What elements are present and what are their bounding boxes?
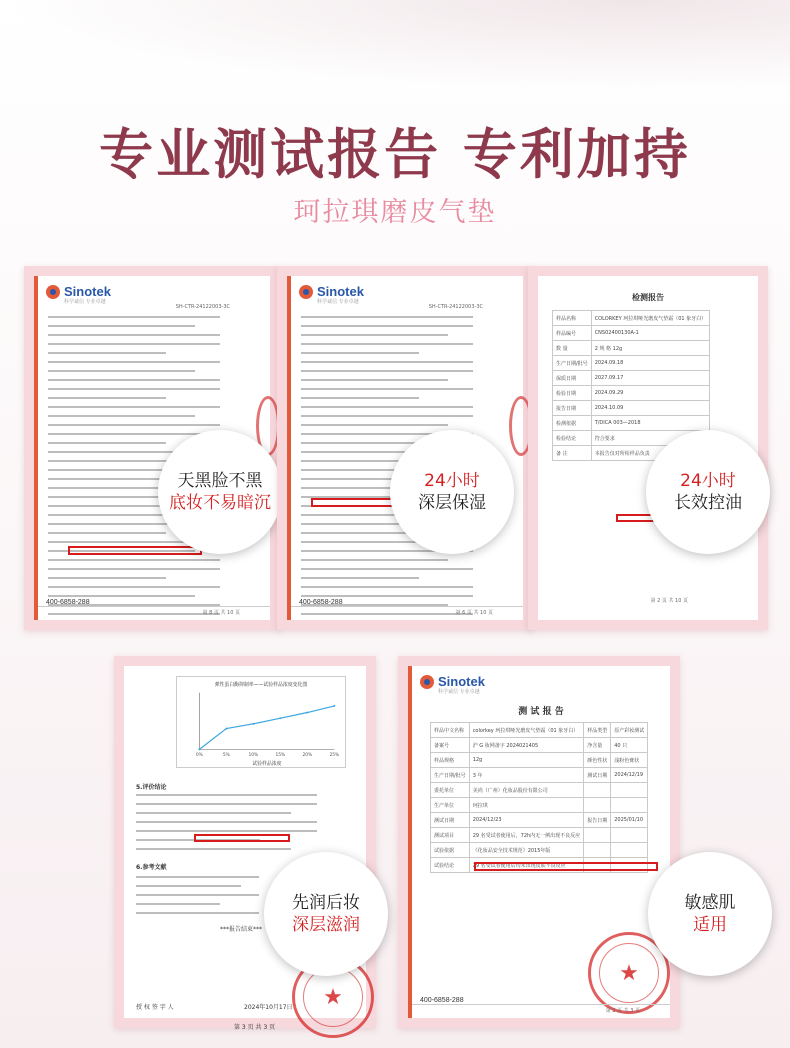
table-cell [611, 798, 648, 813]
highlight-box [68, 546, 202, 555]
data-point [252, 723, 254, 725]
report-card-5[interactable] [398, 656, 680, 1028]
x-tick-label: 20% [302, 753, 313, 759]
text-line [48, 397, 166, 399]
table-cell: 2024/12/23 [469, 813, 584, 828]
table-cell [584, 798, 611, 813]
table-cell: 样品中文名称 [431, 723, 470, 738]
table-cell: 测试项目 [431, 828, 470, 843]
text-line [48, 361, 220, 363]
table-row [553, 326, 710, 341]
table-cell: 符合要求 [591, 431, 709, 446]
text-line [301, 595, 473, 597]
table-cell: 40 只 [611, 738, 648, 753]
text-line [48, 595, 195, 597]
report-sheet-5: Sinotek 科学诚信 专业卓越 测 试 报 告 样品中文名称 colorkey 珂拉琪哑光磨皮气垫霜（01 象牙白） 样品类型 原产彩妆测试 备案号 沪 G 妆网备字 2024021405 净含量 40 只 样品规格 12g 颜色性状 浅粉色膏状 生产日期/批号 3 年 测试日期 2024/12/19 委托单位 美尚（广州）化妆品股份有限公司 生产单位 珂拉琪 测试日期 2024/12/23 报告日期 2025/01/10 测试项目 29 名受试者使用后，72h内无一例出现不良反应 试验依据 《化妆品安全技术规范》2015年版 试验结论 29 名受试者使用后均未出现皮肤不良反应 ★ 400-6858-288 第 2 页 共 3 页 [408, 666, 670, 1018]
text-line [48, 379, 220, 381]
text-line [48, 388, 220, 390]
text-line [136, 885, 241, 887]
data-point [225, 728, 227, 730]
table-cell: 美尚（广州）化妆品股份有限公司 [469, 783, 584, 798]
table-cell: 测试日期 [431, 813, 470, 828]
highlight-box [474, 862, 658, 871]
table-cell: 样品编号 [553, 326, 592, 341]
text-line [48, 568, 220, 570]
table-row [431, 798, 648, 813]
table-cell: 原产彩妆测试 [611, 723, 648, 738]
text-line [301, 559, 448, 561]
table-cell: 检验日期 [553, 386, 592, 401]
table-cell: 样品类型 [584, 723, 611, 738]
text-line [136, 821, 317, 823]
claim-badge-3: 24小时 长效控油 [646, 430, 770, 554]
text-line [48, 424, 220, 426]
table-row [431, 723, 648, 738]
text-line [301, 586, 473, 588]
logo-icon [299, 285, 313, 299]
table-row [553, 311, 710, 326]
text-line [48, 559, 220, 561]
x-tick-label: 5% [222, 753, 230, 759]
text-line [48, 577, 166, 579]
table-cell: 保质日期 [553, 371, 592, 386]
table-row [431, 813, 648, 828]
x-tick-label: 10% [248, 753, 259, 759]
text-line [301, 532, 419, 534]
table-cell: 委托单位 [431, 783, 470, 798]
table-cell: 备案号 [431, 738, 470, 753]
table-cell: COLORKEY 珂拉琪哑光磨皮气垫霜（01 象牙白） [591, 311, 709, 326]
inhibition-chart [176, 676, 346, 768]
text-line [48, 586, 220, 588]
data-point [306, 712, 308, 714]
x-axis-label: 试验样品浓度 [252, 761, 282, 768]
text-line [48, 316, 220, 318]
text-line [136, 894, 259, 896]
report-sheet-2: Sinotek 科学诚信 专业卓越 SH-CTR-24122003-3C 400-6858-288 第 6 页 共 10 页 [287, 276, 523, 620]
report-sheet-4: 弹性蛋白酶抑制率——试验样品浓度变化图 0% 5% 10% 15% 20% 25% 试验样品浓度 5.评价结论 6.参考文献 ***报告结束*** 授 权 签 字 人 2024年10月17日 第 3 页 共 3 页 ★ [124, 666, 366, 1018]
text-line [136, 803, 317, 805]
table-cell: 试验依据 [431, 843, 470, 858]
text-line [48, 415, 195, 417]
sinotek-logo: Sinotek [420, 674, 485, 689]
table-cell: 2025/01/10 [611, 813, 648, 828]
table-cell: 样品规格 [431, 753, 470, 768]
table-cell [611, 843, 648, 858]
table-row [553, 341, 710, 356]
logo-icon [420, 675, 434, 689]
table-cell: CNS02400130A-1 [591, 326, 709, 341]
top-decoration [0, 0, 790, 90]
table-cell: 检验结论 [553, 431, 592, 446]
table-row [553, 386, 710, 401]
text-line [136, 912, 259, 914]
text-line [301, 334, 448, 336]
text-line [48, 442, 166, 444]
text-line [301, 388, 473, 390]
table-row [431, 783, 648, 798]
text-line [136, 876, 259, 878]
text-line [301, 343, 473, 345]
table-cell: 珂拉琪 [469, 798, 584, 813]
table-cell [584, 828, 611, 843]
table-cell: 试验结论 [431, 858, 470, 873]
series-line [199, 706, 334, 750]
table-row [553, 371, 710, 386]
table-cell: 报告日期 [553, 401, 592, 416]
text-line [301, 442, 419, 444]
page-title: 专业测试报告 专利加持 [99, 122, 691, 186]
text-line [301, 370, 473, 372]
sinotek-logo: Sinotek [299, 284, 364, 299]
star-icon: ★ [619, 960, 639, 986]
claim-badge-1: 天黑脸不黑 底妆不易暗沉 [158, 430, 282, 554]
logo-icon [46, 285, 60, 299]
table-row [431, 738, 648, 753]
data-point [198, 748, 200, 750]
table-cell: 3 年 [469, 768, 584, 783]
x-tick-label: 25% [329, 753, 340, 759]
text-line [48, 325, 195, 327]
table-cell: 浅粉色膏状 [611, 753, 648, 768]
data-point [333, 705, 335, 707]
text-line [301, 415, 473, 417]
table-cell: 2024.09.29 [591, 386, 709, 401]
text-line [301, 424, 448, 426]
table-cell: 报告日期 [584, 813, 611, 828]
table-row [431, 828, 648, 843]
claim-badge-2: 24小时 深层保湿 [390, 430, 514, 554]
data-point [279, 717, 281, 719]
table-cell: colorkey 珂拉琪哑光磨皮气垫霜（01 象牙白） [469, 723, 584, 738]
table-cell: 2024.09.18 [591, 356, 709, 371]
sinotek-logo: Sinotek [46, 284, 111, 299]
table-cell: 测试日期 [584, 768, 611, 783]
table-cell: 检测依据 [553, 416, 592, 431]
table-cell: 2 规 格 12g [591, 341, 709, 356]
table-cell [611, 783, 648, 798]
table-cell: 2024/12/19 [611, 768, 648, 783]
table-cell: 备 注 [553, 446, 592, 461]
text-line [48, 352, 166, 354]
table-row [431, 768, 648, 783]
table-cell [584, 843, 611, 858]
text-line [48, 370, 195, 372]
text-line [301, 577, 419, 579]
claim-badge-4: 先润后妆 深层滋润 [264, 852, 388, 976]
table-cell: 数 量 [553, 341, 592, 356]
text-line [301, 325, 473, 327]
text-line [48, 343, 220, 345]
table-cell: 生产日期/批号 [553, 356, 592, 371]
text-line [136, 830, 317, 832]
table-cell: 生产日期/批号 [431, 768, 470, 783]
report-sheet-3: 检测报告 样品名称 COLORKEY 珂拉琪哑光磨皮气垫霜（01 象牙白） 样品编号 CNS02400130A-1 数 量 2 规 格 12g 生产日期/批号 2024.09.18 保质日期 2027.09.17 检验日期 2024.09.29 报告日期 2024.10.09 检测依据 T/DICA 003—2018 检验结论 符合要求 备 注 本报告仅对所检样品负责 第 2 页 共 10 页 [538, 276, 758, 620]
table-cell: 沪 G 妆网备字 2024021405 [469, 738, 584, 753]
table-cell: 29 名受试者使用后均未出现皮肤不良反应 [469, 858, 584, 873]
text-line [136, 812, 291, 814]
table-cell: 12g [469, 753, 584, 768]
table-row [431, 843, 648, 858]
text-line [48, 487, 166, 489]
table-cell: T/DICA 003—2018 [591, 416, 709, 431]
star-icon: ★ [323, 984, 343, 1010]
table-cell: 本报告仅对所检样品负责 [591, 446, 709, 461]
table-cell: 29 名受试者使用后，72h内无一例出现不良反应 [469, 828, 584, 843]
table-cell: 《化妆品安全技术规范》2015年版 [469, 843, 584, 858]
page-subtitle: 珂拉琪磨皮气垫 [293, 197, 497, 228]
test-table [430, 722, 648, 873]
text-line [301, 406, 473, 408]
chart-title: 弹性蛋白酶抑制率——试验样品浓度变化图 [214, 681, 308, 688]
text-line [136, 794, 317, 796]
text-line [301, 568, 473, 570]
text-line [48, 532, 166, 534]
table-cell: 2027.09.17 [591, 371, 709, 386]
highlight-box [194, 834, 290, 842]
text-line [301, 379, 448, 381]
x-tick-label: 0% [195, 753, 203, 759]
x-tick-label: 15% [275, 753, 286, 759]
table-cell: 生产单位 [431, 798, 470, 813]
reference-text-lines [136, 876, 276, 921]
conclusion-text-lines [136, 794, 342, 857]
text-line [301, 361, 473, 363]
text-line [301, 397, 419, 399]
table-cell: 2024.10.09 [591, 401, 709, 416]
table-cell: 净含量 [584, 738, 611, 753]
report-sheet-1: Sinotek 科学诚信 专业卓越 SH-CTR-24122003-3C 400-6858-288 第 8 页 共 10 页 [34, 276, 270, 620]
text-line [48, 406, 220, 408]
table-row [553, 401, 710, 416]
text-line [136, 903, 220, 905]
table-row [553, 356, 710, 371]
table-cell [611, 828, 648, 843]
table-row [431, 753, 648, 768]
text-line [136, 848, 291, 850]
text-line [301, 352, 419, 354]
text-line [48, 334, 220, 336]
table-cell: 颜色性状 [584, 753, 611, 768]
table-cell [584, 783, 611, 798]
claim-badge-5: 敏感肌 适用 [648, 852, 772, 976]
table-row [553, 416, 710, 431]
text-line [301, 316, 473, 318]
table-cell: 样品名称 [553, 311, 592, 326]
